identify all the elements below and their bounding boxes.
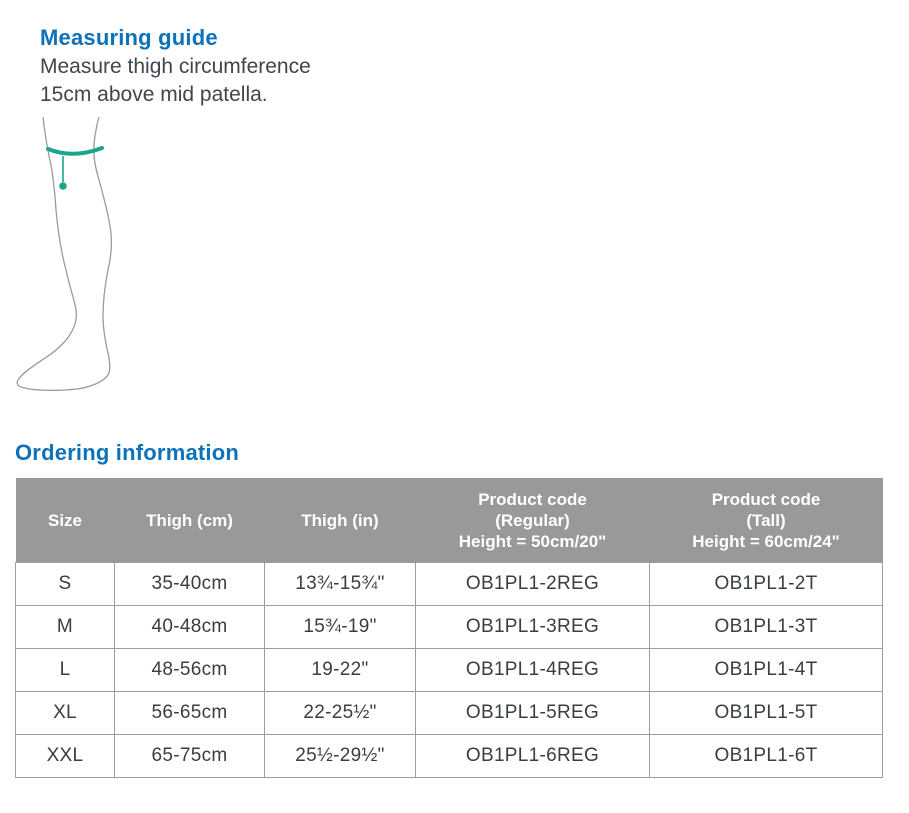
cell-thigh-cm: 48-56cm xyxy=(115,649,265,692)
column-header-thigh-cm xyxy=(115,478,265,563)
header-label-line: (Tall) xyxy=(746,510,786,530)
header-label-line: Product code xyxy=(711,489,821,509)
cell-thigh-cm: 35-40cm xyxy=(115,563,265,606)
cell-product-code-tall: OB1PL1-4T xyxy=(650,649,883,692)
cell-product-code-regular: OB1PL1-3REG xyxy=(416,606,650,649)
cell-size: L xyxy=(16,649,115,692)
cell-product-code-regular: OB1PL1-2REG xyxy=(416,563,650,606)
cell-thigh-in: 25½-29½" xyxy=(265,735,416,778)
header-label-line: Product code xyxy=(478,489,587,509)
cell-product-code-regular: OB1PL1-4REG xyxy=(416,649,650,692)
column-header-product-code-tall xyxy=(650,478,883,563)
measuring-guide-description xyxy=(40,53,311,109)
measuring-guide-title: Measuring guide xyxy=(40,25,218,50)
header-label: Thigh (cm) xyxy=(146,510,233,530)
cell-size: XL xyxy=(16,692,115,735)
table-row-xl xyxy=(16,692,883,735)
ordering-information-title: Ordering information xyxy=(15,440,239,465)
table-row-l xyxy=(16,649,883,692)
header-label-line: Height = 60cm/24" xyxy=(692,531,840,551)
table-header xyxy=(16,478,883,563)
table-row-s xyxy=(16,563,883,606)
cell-thigh-cm: 40-48cm xyxy=(115,606,265,649)
cell-thigh-cm: 65-75cm xyxy=(115,735,265,778)
measuring-guide-description-line1: Measure thigh circumference xyxy=(40,55,311,78)
cell-product-code-regular: OB1PL1-6REG xyxy=(416,735,650,778)
table-body xyxy=(16,563,883,778)
table-row-xxl xyxy=(16,735,883,778)
column-header-thigh-in xyxy=(265,478,416,563)
cell-product-code-tall: OB1PL1-2T xyxy=(650,563,883,606)
header-row xyxy=(16,478,883,563)
cell-thigh-in: 15¾-19" xyxy=(265,606,416,649)
table-row-m xyxy=(16,606,883,649)
cell-thigh-cm: 56-65cm xyxy=(115,692,265,735)
cell-product-code-tall: OB1PL1-6T xyxy=(650,735,883,778)
patella-marker-dot xyxy=(59,182,67,190)
ordering-table xyxy=(15,478,883,778)
leg-measurement-illustration xyxy=(15,110,125,400)
cell-thigh-in: 22-25½" xyxy=(265,692,416,735)
header-label-line: Height = 50cm/20" xyxy=(458,531,607,551)
cell-size: XXL xyxy=(16,735,115,778)
cell-product-code-tall: OB1PL1-3T xyxy=(650,606,883,649)
measuring-guide-description-line2: 15cm above mid patella. xyxy=(40,83,268,106)
header-label-line: (Regular) xyxy=(495,510,570,530)
leg-outline xyxy=(17,117,111,390)
cell-product-code-tall: OB1PL1-5T xyxy=(650,692,883,735)
cell-size: M xyxy=(16,606,115,649)
cell-thigh-in: 13¾-15¾" xyxy=(265,563,416,606)
cell-size: S xyxy=(16,563,115,606)
column-header-product-code-regular xyxy=(416,478,650,563)
column-header-size xyxy=(16,478,115,563)
header-label: Size xyxy=(47,510,83,530)
header-label: Thigh (in) xyxy=(301,510,379,530)
cell-thigh-in: 19-22" xyxy=(265,649,416,692)
cell-product-code-regular: OB1PL1-5REG xyxy=(416,692,650,735)
